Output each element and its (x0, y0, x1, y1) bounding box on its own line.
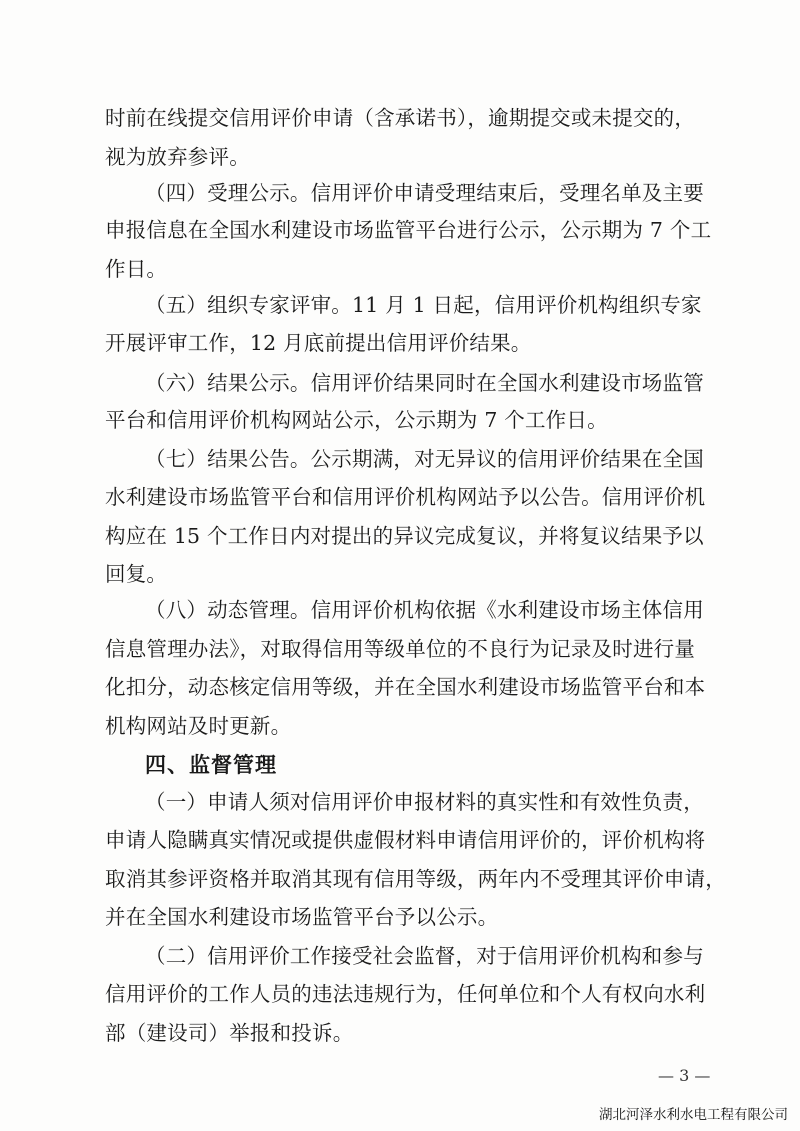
paragraph-start-line: （七）结果公告。公示期满，对无异议的信用评价结果在全国 (145, 447, 704, 471)
paragraph-start-line: （一）申请人须对信用评价申报材料的真实性和有效性负责， (145, 790, 704, 814)
text-line: 回复。 (105, 562, 168, 586)
text-line: 视为放弃参评。 (105, 145, 250, 169)
page-number: — 3 — (658, 1066, 711, 1085)
text-line: 开展评审工作，12 月底前提出信用评价结果。 (105, 331, 532, 355)
text-line: 平台和信用评价机构网站公示，公示期为 7 个工作日。 (105, 408, 608, 432)
paragraph-start-line: （五）组织专家评审。11 月 1 日起，信用评价机构组织专家 (145, 293, 702, 317)
text-line: 化扣分，动态核定信用等级，并在全国水利建设市场监管平台和本 (105, 675, 706, 699)
section-heading: 四、监督管理 (145, 753, 277, 777)
text-line: 申请人隐瞒真实情况或提供虚假材料申请信用评价的，评价机构将 (105, 828, 706, 852)
paragraph-start-line: （八）动态管理。信用评价机构依据《水利建设市场主体信用 (145, 598, 704, 622)
paragraph-start-line: （四）受理公示。信用评价申请受理结束后，受理名单及主要 (145, 181, 704, 205)
paragraph-start-line: （二）信用评价工作接受社会监督，对于信用评价机构和参与 (145, 944, 704, 968)
text-line: 申报信息在全国水利建设市场监管平台进行公示，公示期为 7 个工 (105, 218, 712, 242)
text-line: 机构网站及时更新。 (105, 714, 292, 738)
company-name-footer: 湖北河泽水利水电工程有限公司 (599, 1107, 788, 1123)
text-line: 取消其参评资格并取消其现有信用等级，两年内不受理其评价申请， (105, 867, 726, 891)
text-line: 信息管理办法》，对取得信用等级单位的不良行为记录及时进行量 (105, 637, 696, 661)
text-line: 水利建设市场监管平台和信用评价机构网站予以公告。信用评价机 (105, 485, 706, 509)
text-line: 构应在 15 个工作日内对提出的异议完成复议，并将复议结果予以 (105, 524, 704, 548)
text-line: 部（建设司）举报和投诉。 (105, 1021, 354, 1045)
text-line: 作日。 (105, 257, 168, 281)
text-line: 时前在线提交信用评价申请（含承诺书），逾期提交或未提交的， (105, 106, 696, 130)
text-line: 并在全国水利建设市场监管平台予以公示。 (105, 905, 499, 929)
paragraph-start-line: （六）结果公示。信用评价结果同时在全国水利建设市场监管 (145, 371, 704, 395)
text-line: 信用评价的工作人员的违法违规行为，任何单位和个人有权向水利 (105, 982, 706, 1006)
